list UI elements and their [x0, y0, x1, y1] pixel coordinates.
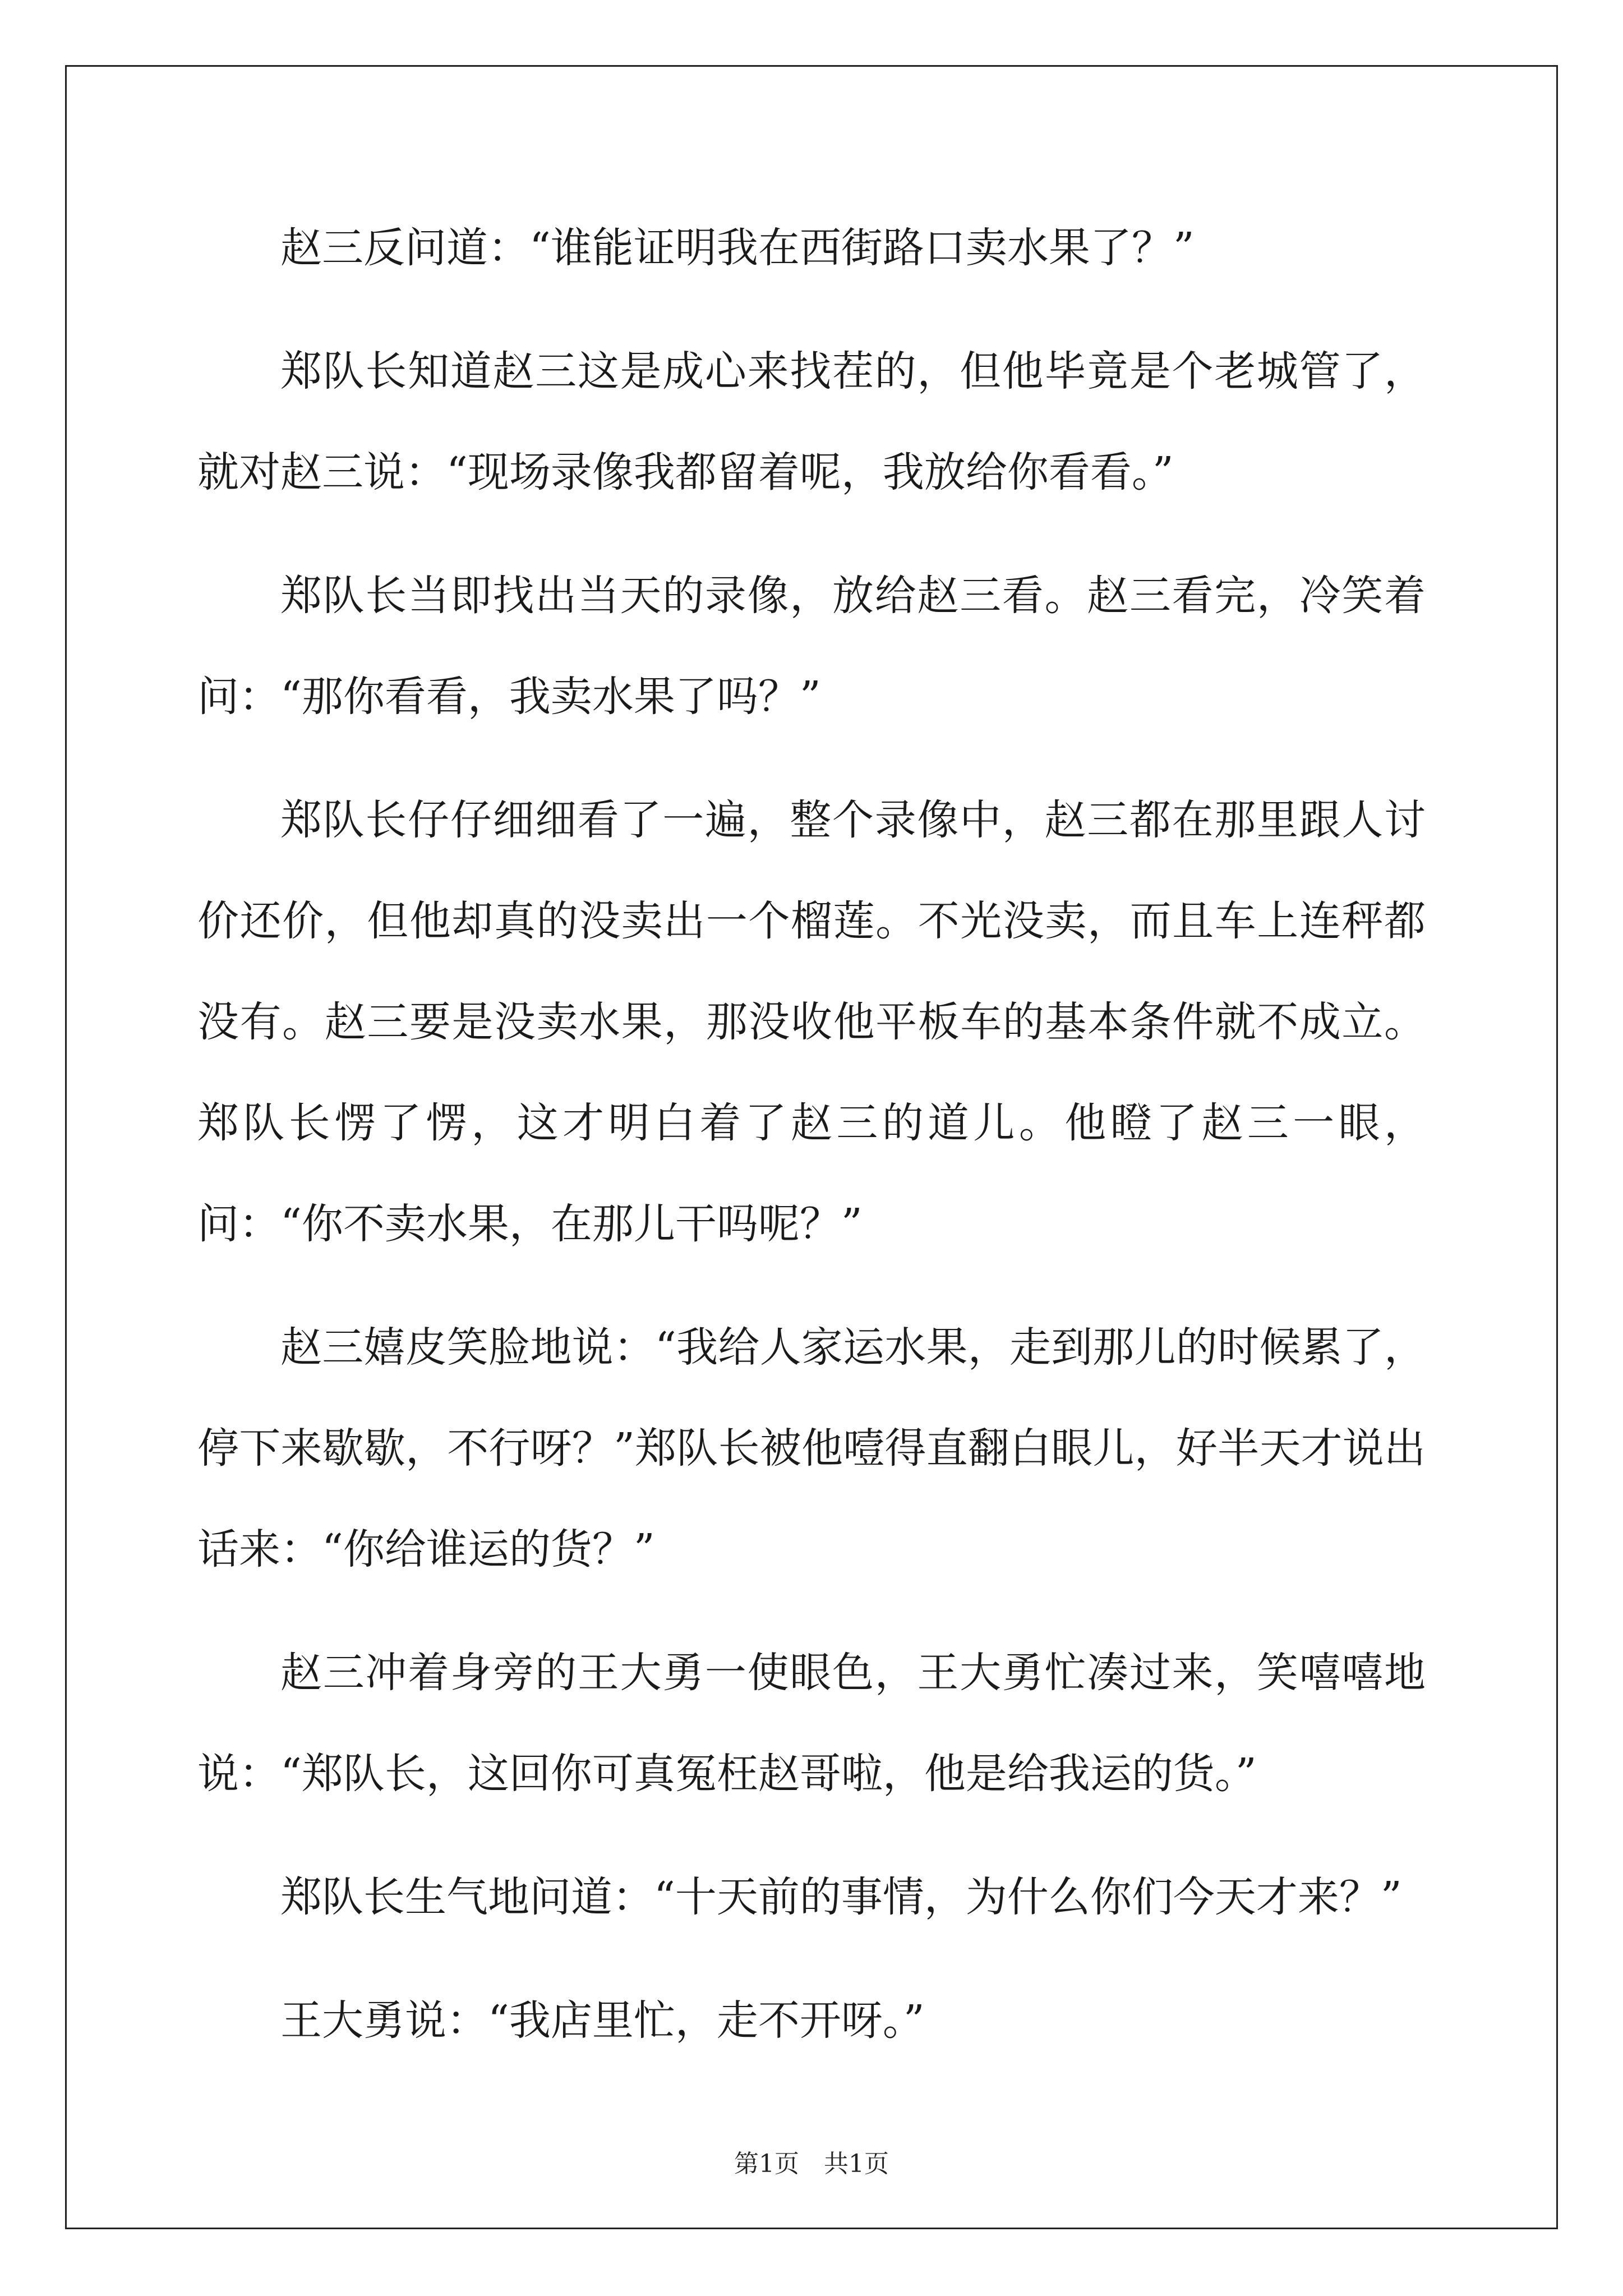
paragraph: 赵三反问道：“谁能证明我在西街路口卖水果了？” [280, 224, 1195, 272]
paragraph: 郑队长生气地问道：“十天前的事情，为什么你们今天才来？” [280, 1873, 1402, 1921]
paragraph: 赵三嬉皮笑脸地说：“我给人家运水果，走到那儿的时候累了，停下来歇歇，不行呀？”郑队长被他噎得直翻白眼儿，好半天才说出话来：“你给谁运的货？” [197, 1323, 1426, 1573]
document-body [197, 197, 1426, 2093]
paragraph: 郑队长当即找出当天的录像，放给赵三看。赵三看完，冷笑着问：“那你看看，我卖水果了吗？” [197, 572, 1426, 721]
paragraph: 王大勇说：“我店里忙，走不开呀。” [280, 1996, 925, 2045]
paragraph: 郑队长仔仔细细看了一遍，整个录像中，赵三都在那里跟人讨价还价，但他却真的没卖出一个榴莲。不光没卖，而且车上连秤都没有。赵三要是没卖水果，那没收他平板车的基本条件就不成立。郑队长愣了愣，这才明白着了赵三的道儿。他瞪了赵三一眼，问：“你不卖水果，在那儿干吗呢？” [197, 796, 1426, 1248]
paragraph: 赵三冲着身旁的王大勇一使眼色，王大勇忙凑过来，笑嘻嘻地说：“郑队长，这回你可真冤枉赵哥啦，他是给我运的货。” [197, 1649, 1426, 1798]
page-footer: 第1页 共1页 [734, 2150, 889, 2178]
paragraph: 郑队长知道赵三这是成心来找茬的，但他毕竟是个老城管了，就对赵三说：“现场录像我都留着呢，我放给你看看。” [197, 347, 1426, 496]
